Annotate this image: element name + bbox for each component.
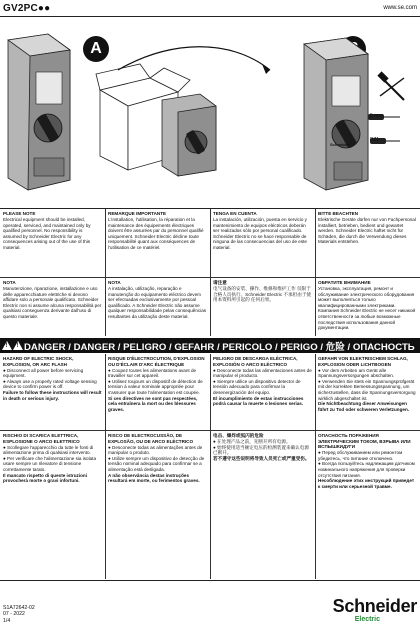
reference-number: S1A72642-02 [3,605,35,611]
document-title: GV2PC●● [3,3,51,14]
electric-hazard-icon [13,341,23,350]
notice-zh: 请注意 电气设备的安装、操作、维修和维护工作 仅限于合格人员执行。Schneider Electric 不承担由于使用本资料所引起的 任何后果。 [213,280,312,303]
hazard-it: RISCHIO DI SCARICA ELETTRICA, ESPLOSIONE O ARCO ELETTRICO ● Scollegare l'apparecchio da tutte le fonti di alimentazione prima di qualsiasi intervento. ● Per verificare che l'alimentazione sia isolata usare sempre un rilevatore di tensione correttamente tarato. Il mancato rispetto di queste istruzioni provocherà morte o gravi infortuni. [3,433,97,484]
notice-de: BITTE BEACHTEN Elektrische Geräte dürfen nur von Fachpersonal installiert, betrieben, bedient und gewartet werden. Schneider Electric haftet nicht für Schäden, die durch die Verwendung dieses Materials entstehen. [318,211,416,245]
grid-divider-3 [315,209,316,336]
schneider-logo: Schneider [332,596,417,616]
step-a-marker: A [83,36,109,62]
document-reference [3,605,35,624]
tool-pz-label: PZ1 [370,137,380,143]
hazard-ru: ОПАСНОСТЬ ПОРАЖЕНИЯ ЭЛЕКТРИЧЕСКИМ ТОКОМ, ВЗРЫВА ИЛИ ВСПЫШКИДУГИ ● Перед обслуживанием или ремонтом убедитесь, что питание отключено. ● Всегда пользуйтесь надлежащим датчиком номинального напряжения для проверки отсутствия питания. Несоблюдение этих инструкций приведет к смерти или серьезной травме. [318,433,415,489]
schneider-logo-sub: Electric [354,616,380,623]
tool-flat-label: 5 mm [370,113,383,119]
hazard-divider-1 [105,354,106,579]
tool-no-screwdriver [377,71,404,100]
hazard-de: GEFAHR VON ELEKTRISCHEM SCHLAG, EXPLOSION ODER LICHTBOGEN ● Vor dem Arbeiten am Gerät alle Spannungsversorgungen abschalten. ● Verwenden Sie stets ein Spannungsprüfgerät mit der korrekten Bemessungsspannung, um sicherzustellen, dass die Spannungsversorgung wirklich abgeschaltet ist. Die Nichtbeachtung dieser Anweisungen führt zu Tod oder schweren Verletzungen. [318,356,416,412]
enclosure-right [304,38,368,190]
hazard-zh: 电击、爆炸或弧闪的危险 ● 在处理产品之前，先断开所有电源。 ● 始终使用适当额定电压的检测装置来确认电源已断开。 若不遵守这些说明将导致人员死亡或严重受伤。 [213,433,310,461]
hazard-divider-2 [210,354,211,579]
website-url: www.se.com [383,5,417,11]
document-date: 07 - 2022 [3,611,25,618]
warning-triangle-icon [2,341,12,350]
header-rule [0,16,420,17]
notice-fr: REMARQUE IMPORTANTE L'installation, l'utilisation, la réparation et la maintenance des équipements électriques doivent être assurées par du personnel qualifié uniquement. Schneider Electric décline toute responsabilité quant aux conséquences de l'utilisation de ce matériel. [108,211,204,251]
hazard-es: PELIGRO DE DESCARGA ELÉCTRICA, EXPLOSIÓN O ARCO ELÉCTRICO ● Desconecte todas las alimentaciones antes de manipular el producto. ● Siempre utilice un dispositivo detector de tensión adecuado para confirmar la desenergización del equipo. El incumplimiento de estas instrucciones podrá causar la muerte o lesiones serias. [213,356,312,407]
notice-en: PLEASE NOTE Electrical equipment should be installed, operated, serviced, and maintained only by qualified personnel. No responsibility is assumed by Schneider Electric for any consequences arising out of the use of this material. [3,211,91,251]
grid-divider-2 [210,209,211,336]
hazard-en: HAZARD OF ELECTRIC SHOCK, EXPLOSION, OR ARC FLASH ● Disconnect all power before servicing equipment. ● Always use a properly rated voltage sensing device to confirm power is off. Failure to follow these instructions will result in death or serious injury. [3,356,102,401]
page-number: 1/4 [3,617,11,624]
notice-es: TENGA EN CUENTA La instalación, utilización, puesta en servicio y mantenimiento de equipos eléctricos deberán ser realizados sólo por personal cualificado. Schneider Electric no se hace responsable de ninguna de las consecuencias del uso de este material. [213,211,307,251]
notice-ru: ОБРАТИТЕ ВНИМАНИЕ Установка, эксплуатация, ремонт и обслуживание электрического оборудования может выполняться только квалифицированными электриками. Компания Schneider Electric не несет никакой ответственности за любые возможные последствия использования данной документации. [318,280,416,331]
hazard-fr: RISQUE D'ÉLECTROCUTION, D'EXPLOSION OU D'ÉCLAIR D'ARC ÉLECTRIQUE ● Coupez toutes les alimentations avant de travailler sur cet appareil. ● Utilisez toujours un dispositif de détection de tension à valeur nominale appropriée pour s'assurer que toute l'alimentation est coupée. Si ces directives ne sont pas respectées, cela entraînera la mort ou des blessures graves. [108,356,205,412]
danger-band-text: ! ! DANGER / DANGER / PELIGRO / GEFAHR / PERICOLO / PERIGO / 危险 / ОПАСНОСТЬ [2,339,418,352]
enclosure-brand-label: Schneider [330,142,350,147]
enclosure-left [8,34,70,190]
grid-divider-1 [105,209,106,336]
hazard-pt: RISCO DE ELECTROCUSSÃO, DE EXPLOSÃO, OU DE ARCO ELÉCTRICO ● Desconecte todas as alimentações antes de manipular o produto. ● Utilize sempre um dispositivo de detecção de tensão nominal adequado para confirmar se a alimentação está desligada. A não observância destas instruções resultará em morte, ou ferimentos graves. [108,433,205,484]
notice-it: NOTA Manutenzione, riparazione, installazione e uso delle apparecchiature elettriche si devono affidare solo a personale qualificato. Schneider Electric non si assume alcuna responsabilità per qualsiasi conseguenza derivante dall'uso di questo materiale. [3,280,102,320]
enclosure-middle [162,94,216,176]
notice-pt: NOTA A instalação, utilização, reparação e manutenção do equipamento eléctrico devem ser efectuadas exclusivamente por pessoal qualificado. A Schneider Electric não assume qualquer responsabilidade pelas consequências resultantes da utilização deste material. [108,280,207,320]
installation-illustration [0,30,420,200]
footer-rule [0,580,420,581]
hazard-divider-3 [315,354,316,579]
